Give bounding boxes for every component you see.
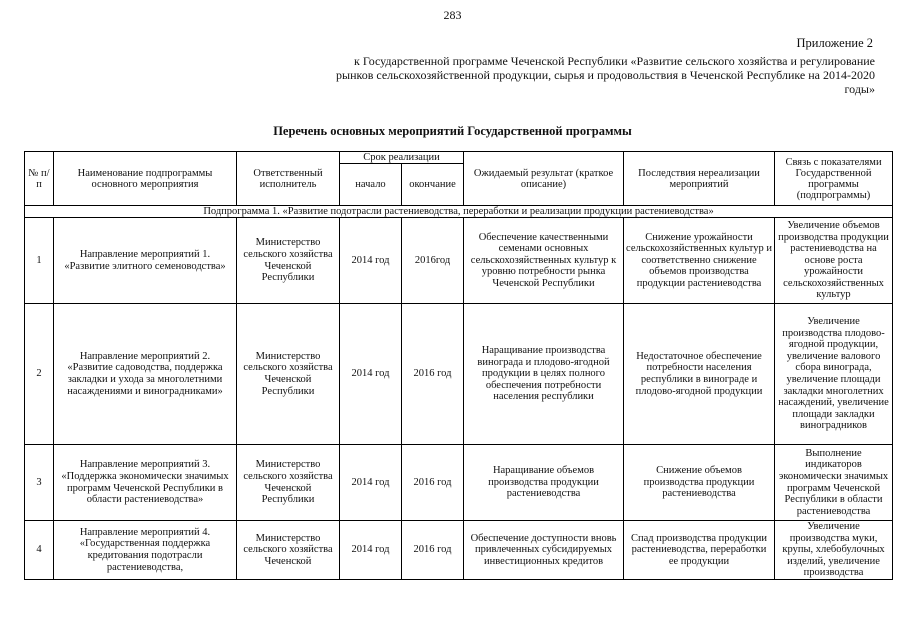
cell-name: Направление мероприятий 1. «Развитие элитного семеноводства» — [54, 218, 237, 304]
cell-result: Обеспечение доступности вновь привлеченных субсидируемых инвестиционных кредитов — [464, 521, 624, 580]
header-num: № п/п — [25, 152, 54, 206]
measures-table — [24, 151, 893, 580]
cell-start: 2014 год — [340, 445, 402, 521]
header-result: Ожидаемый результат (краткое описание) — [464, 152, 624, 206]
header-link: Связь с показателями Государственной программы (подпрограммы) — [775, 152, 893, 206]
cell-link: Увеличение объемов производства продукции растениеводства на основе роста урожайности сельскохозяйственных культур — [775, 218, 893, 304]
header-executor: Ответственный исполнитель — [237, 152, 340, 206]
cell-num: 1 — [25, 218, 54, 304]
cell-consequences: Недостаточное обеспечение потребности населения республики в винограде и плодово-ягодной продукции — [624, 304, 775, 445]
appendix-caption: к Государственной программе Чеченской Республики «Развитие сельского хозяйства и регулирование рынков сельскохозяйственной продукции, сырья и продовольствия в Чеченской Республике на 2014-2020 годы» — [336, 54, 875, 96]
cell-executor: Министерство сельского хозяйства Чеченской — [237, 521, 340, 580]
cell-result: Наращивание производства винограда и плодово-ягодной продукции в целях полного обеспечения потребности населения республики — [464, 304, 624, 445]
cell-num: 3 — [25, 445, 54, 521]
table-row — [25, 445, 893, 521]
subprogram-title: Подпрограмма 1. «Развитие подотрасли растениеводства, переработки и реализации продукции растениеводства» — [25, 206, 893, 218]
cell-num: 2 — [25, 304, 54, 445]
header-consequences: Последствия нереализации мероприятий — [624, 152, 775, 206]
appendix-label: Приложение 2 — [796, 36, 873, 50]
cell-result: Наращивание объемов производства продукции растениеводства — [464, 445, 624, 521]
table-row — [25, 218, 893, 304]
cell-consequences: Снижение объемов производства продукции растениеводства — [624, 445, 775, 521]
header-start: начало — [340, 164, 402, 206]
table-row — [25, 521, 893, 580]
cell-consequences: Спад производства продукции растениеводства, переработки ее продукции — [624, 521, 775, 580]
header-term: Срок реализации — [340, 152, 464, 164]
cell-executor: Министерство сельского хозяйства Чеченской Республики — [237, 304, 340, 445]
cell-start: 2014 год — [340, 218, 402, 304]
page-number: 283 — [443, 8, 462, 22]
cell-result: Обеспечение качественными семенами основных сельскохозяйственных культур к уровню потребности рынка Чеченской Республики — [464, 218, 624, 304]
cell-end: 2016год — [402, 218, 464, 304]
table-row — [25, 304, 893, 445]
header-name: Наименование подпрограммы основного мероприятия — [54, 152, 237, 206]
cell-start: 2014 год — [340, 304, 402, 445]
cell-start: 2014 год — [340, 521, 402, 580]
cell-name: Направление мероприятий 4. «Государственная поддержка кредитования подотрасли растениеводства, — [54, 521, 237, 580]
cell-link: Увеличение производства плодово-ягодной продукции, увеличение валового сбора винограда, увеличение площади закладки многолетних насаждений, увеличение площади закладки виноградников — [775, 304, 893, 445]
cell-end: 2016 год — [402, 304, 464, 445]
cell-name: Направление мероприятий 3. «Поддержка экономически значимых программ Чеченской Республики в области растениеводства» — [54, 445, 237, 521]
cell-executor: Министерство сельского хозяйства Чеченской Республики — [237, 218, 340, 304]
document-title: Перечень основных мероприятий Государственной программы — [273, 124, 632, 138]
cell-consequences: Снижение урожайности сельскохозяйственных культур и соответственно снижение объемов производства продукции растениеводства — [624, 218, 775, 304]
cell-link: Выполнение индикаторов экономически значимых программ Чеченской Республики в области растениеводства — [775, 445, 893, 521]
cell-name: Направление мероприятий 2. «Развитие садоводства, поддержка закладки и ухода за многолетними насаждениями и виноградниками» — [54, 304, 237, 445]
cell-executor: Министерство сельского хозяйства Чеченской Республики — [237, 445, 340, 521]
header-end: окончание — [402, 164, 464, 206]
cell-num: 4 — [25, 521, 54, 580]
cell-end: 2016 год — [402, 445, 464, 521]
cell-link: Увеличение производства муки, крупы, хлебобулочных изделий, увеличение производства — [775, 521, 893, 580]
cell-end: 2016 год — [402, 521, 464, 580]
